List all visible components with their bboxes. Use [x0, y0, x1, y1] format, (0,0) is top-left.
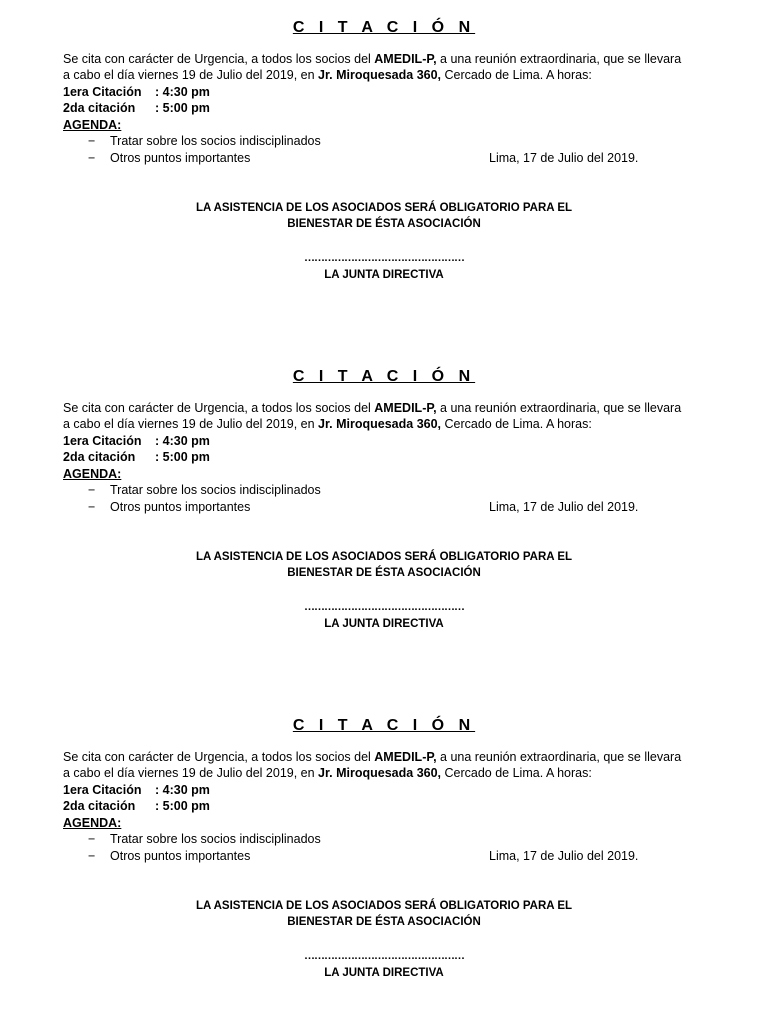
first-citation-time: : 4:30 pm [155, 434, 210, 448]
first-citation-time: : 4:30 pm [155, 783, 210, 797]
agenda-item: Tratar sobre los socios indisciplinados [110, 134, 321, 148]
signature-line: ………………………………………… [304, 950, 464, 962]
citation-title: C I T A C I Ó N [292, 717, 476, 734]
first-citation-label: 1era Citación [63, 434, 142, 448]
signature-line: ………………………………………… [304, 601, 464, 613]
document-date: Lima, 17 de Julio del 2019. [489, 849, 639, 863]
citation-block-1 [0, 0, 768, 320]
attendance-notice-line-2: BIENESTAR DE ÉSTA ASOCIACIÓN [287, 916, 481, 928]
signature-line: ………………………………………… [304, 252, 464, 264]
intro-line-1: Se cita con carácter de Urgencia, a todos los socios del AMEDIL-P, a una reunión extraordinaria, que se llevara [63, 750, 682, 764]
second-citation-time: : 5:00 pm [155, 101, 210, 115]
first-citation-label: 1era Citación [63, 85, 142, 99]
attendance-notice-line-1: LA ASISTENCIA DE LOS ASOCIADOS SERÁ OBLIGATORIO PARA EL [195, 900, 573, 912]
agenda-item: Otros puntos importantes [110, 500, 251, 514]
first-citation-time: : 4:30 pm [155, 85, 210, 99]
agenda-heading: AGENDA: [63, 816, 122, 830]
bullet-dash: − [88, 151, 96, 165]
second-citation-label: 2da citación [63, 799, 136, 813]
second-citation-time: : 5:00 pm [155, 450, 210, 464]
bullet-dash: − [88, 134, 96, 148]
attendance-notice-line-2: BIENESTAR DE ÉSTA ASOCIACIÓN [287, 218, 481, 230]
intro-line-1: Se cita con carácter de Urgencia, a todos los socios del AMEDIL-P, a una reunión extraordinaria, que se llevara [63, 52, 682, 66]
agenda-item: Tratar sobre los socios indisciplinados [110, 483, 321, 497]
meeting-address: Jr. Miroquesada 360, [318, 766, 442, 780]
signatory: LA JUNTA DIRECTIVA [324, 967, 444, 979]
first-citation-label: 1era Citación [63, 783, 142, 797]
attendance-notice-line-2: BIENESTAR DE ÉSTA ASOCIACIÓN [287, 567, 481, 579]
attendance-notice-line-1: LA ASISTENCIA DE LOS ASOCIADOS SERÁ OBLIGATORIO PARA EL [195, 551, 573, 563]
agenda-heading: AGENDA: [63, 118, 122, 132]
signatory: LA JUNTA DIRECTIVA [324, 618, 444, 630]
meeting-address: Jr. Miroquesada 360, [318, 68, 442, 82]
citation-title: C I T A C I Ó N [292, 19, 476, 36]
citation-block-3 [0, 698, 768, 1018]
second-citation-label: 2da citación [63, 450, 136, 464]
attendance-notice-line-1: LA ASISTENCIA DE LOS ASOCIADOS SERÁ OBLIGATORIO PARA EL [195, 202, 573, 214]
association-name: AMEDIL-P, [374, 52, 437, 66]
bullet-dash: − [88, 832, 96, 846]
second-citation-label: 2da citación [63, 101, 136, 115]
citation-block-2 [0, 349, 768, 669]
agenda-item: Tratar sobre los socios indisciplinados [110, 832, 321, 846]
intro-line-2: a cabo el día viernes 19 de Julio del 2019, en Jr. Miroquesada 360, Cercado de Lima. A horas: [63, 417, 592, 431]
bullet-dash: − [88, 483, 96, 497]
second-citation-time: : 5:00 pm [155, 799, 210, 813]
intro-line-2: a cabo el día viernes 19 de Julio del 2019, en Jr. Miroquesada 360, Cercado de Lima. A horas: [63, 766, 592, 780]
bullet-dash: − [88, 849, 96, 863]
association-name: AMEDIL-P, [374, 401, 437, 415]
document-date: Lima, 17 de Julio del 2019. [489, 500, 639, 514]
signatory: LA JUNTA DIRECTIVA [324, 269, 444, 281]
agenda-heading: AGENDA: [63, 467, 122, 481]
bullet-dash: − [88, 500, 96, 514]
document-date: Lima, 17 de Julio del 2019. [489, 151, 639, 165]
citation-title: C I T A C I Ó N [292, 368, 476, 385]
association-name: AMEDIL-P, [374, 750, 437, 764]
intro-line-2: a cabo el día viernes 19 de Julio del 2019, en Jr. Miroquesada 360, Cercado de Lima. A horas: [63, 68, 592, 82]
agenda-item: Otros puntos importantes [110, 151, 251, 165]
meeting-address: Jr. Miroquesada 360, [318, 417, 442, 431]
intro-line-1: Se cita con carácter de Urgencia, a todos los socios del AMEDIL-P, a una reunión extraordinaria, que se llevara [63, 401, 682, 415]
agenda-item: Otros puntos importantes [110, 849, 251, 863]
